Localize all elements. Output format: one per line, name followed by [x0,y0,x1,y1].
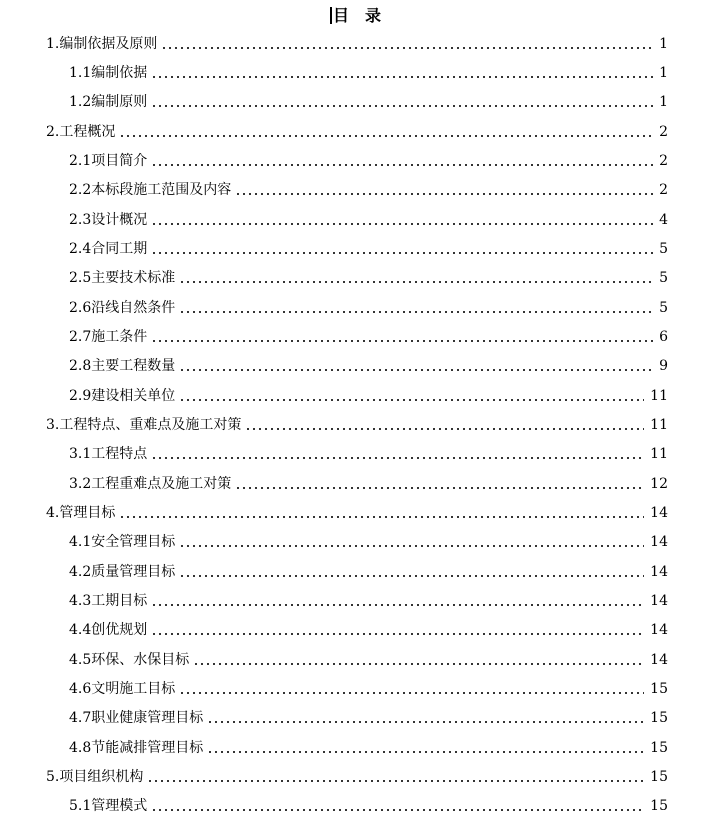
toc-entry[interactable] [0,29,711,58]
toc-entry[interactable] [0,146,711,175]
toc-dot-leader [179,299,653,317]
toc-entry-page-number: 1 [659,94,668,111]
toc-entry-page-number: 2 [659,182,668,199]
toc-title-text: 目 录 [332,6,381,25]
toc-entry-page-number: 14 [650,651,668,668]
toc-entry[interactable] [0,352,711,381]
toc-entry-label: 2.工程概况 [46,123,116,140]
toc-dot-leader [151,93,653,111]
toc-entry-label: 4.管理目标 [46,504,116,521]
toc-dot-leader [179,680,644,698]
toc-entry[interactable] [0,117,711,146]
toc-entry-label: 5.1管理模式 [69,798,148,815]
toc-entry-label: 2.6沿线自然条件 [69,299,176,316]
toc-entry-label: 2.7施工条件 [69,328,148,345]
toc-entry[interactable] [0,616,711,645]
toc-entry-label: 4.7职业健康管理目标 [69,710,204,727]
text-cursor [330,7,332,24]
toc-entry-page-number: 1 [659,64,668,81]
toc-entry[interactable] [0,498,711,527]
toc-dot-leader [151,592,644,610]
toc-entry-page-number: 9 [659,358,668,375]
toc-entry-label: 1.2编制原则 [69,94,148,111]
toc-dot-leader [179,563,644,581]
toc-entry[interactable] [0,645,711,674]
toc-entry[interactable] [0,557,711,586]
toc-entry-label: 4.8节能减排管理目标 [69,739,204,756]
toc-entry[interactable] [0,469,711,498]
toc-entry-page-number: 5 [659,299,668,316]
toc-entry-page-number: 14 [650,592,668,609]
toc-entry[interactable] [0,440,711,469]
toc-title [0,4,711,28]
toc-dot-leader [161,35,653,53]
toc-dot-leader [207,739,644,757]
toc-entry-page-number: 5 [659,240,668,257]
toc-dot-leader [179,269,653,287]
toc-entry[interactable] [0,381,711,410]
toc-entry[interactable] [0,528,711,557]
toc-entry[interactable] [0,205,711,234]
toc-dot-leader [235,475,644,493]
toc-entry[interactable] [0,733,711,762]
toc-dot-leader [119,504,644,522]
toc-dot-leader [245,416,644,434]
toc-dot-leader [151,445,644,463]
toc-entry-page-number: 14 [650,504,668,521]
toc-entry-label: 3.1工程特点 [69,446,148,463]
toc-entry-page-number: 2 [659,152,668,169]
toc-entry[interactable] [0,88,711,117]
toc-dot-leader [179,533,644,551]
toc-entry-label: 4.5环保、水保目标 [69,651,190,668]
toc-entry-page-number: 2 [659,123,668,140]
toc-dot-leader [151,152,653,170]
toc-entry-label: 1.编制依据及原则 [46,35,158,52]
toc-entry[interactable] [0,674,711,703]
toc-entry-label: 2.3设计概况 [69,211,148,228]
toc-entry-page-number: 14 [650,622,668,639]
toc-entry-page-number: 15 [650,739,668,756]
toc-entry-page-number: 1 [659,35,668,52]
toc-entry-label: 2.8主要工程数量 [69,358,176,375]
toc-entry[interactable] [0,586,711,615]
toc-dot-leader [151,621,644,639]
toc-entry[interactable] [0,792,711,821]
toc-dot-leader [151,240,653,258]
toc-entry-label: 4.4创优规划 [69,622,148,639]
toc-entry-page-number: 14 [650,534,668,551]
toc-entry-label: 2.2本标段施工范围及内容 [69,182,232,199]
toc-list [0,29,711,821]
toc-entry[interactable] [0,762,711,791]
toc-dot-leader [119,123,653,141]
toc-entry-page-number: 11 [650,387,668,404]
toc-entry-label: 4.2质量管理目标 [69,563,176,580]
toc-entry-page-number: 15 [650,710,668,727]
toc-entry-page-number: 15 [650,680,668,697]
toc-entry-label: 3.工程特点、重难点及施工对策 [46,416,242,433]
toc-dot-leader [207,709,644,727]
toc-entry-page-number: 4 [659,211,668,228]
toc-dot-leader [151,211,653,229]
toc-entry-page-number: 11 [650,416,668,433]
toc-entry[interactable] [0,410,711,439]
toc-dot-leader [179,387,644,405]
toc-entry-page-number: 14 [650,563,668,580]
toc-dot-leader [193,651,644,669]
toc-dot-leader [147,768,644,786]
toc-entry-label: 2.5主要技术标准 [69,270,176,287]
toc-dot-leader [235,181,653,199]
toc-entry[interactable] [0,293,711,322]
toc-entry-page-number: 12 [650,475,668,492]
toc-entry-page-number: 11 [650,446,668,463]
toc-entry-page-number: 15 [650,768,668,785]
toc-entry-label: 4.6文明施工目标 [69,680,176,697]
toc-entry-label: 4.1安全管理目标 [69,534,176,551]
toc-dot-leader [151,64,653,82]
toc-entry[interactable] [0,322,711,351]
toc-entry[interactable] [0,264,711,293]
toc-entry-label: 5.项目组织机构 [46,768,144,785]
toc-entry-label: 3.2工程重难点及施工对策 [69,475,232,492]
toc-dot-leader [179,357,653,375]
toc-entry-page-number: 15 [650,798,668,815]
toc-entry-label: 4.3工期目标 [69,592,148,609]
toc-entry-label: 2.1项目简介 [69,152,148,169]
toc-entry-label: 2.4合同工期 [69,240,148,257]
toc-entry[interactable] [0,58,711,87]
toc-dot-leader [151,797,644,815]
toc-dot-leader [151,328,653,346]
toc-entry[interactable] [0,704,711,733]
toc-entry[interactable] [0,176,711,205]
toc-entry-label: 1.1编制依据 [69,64,148,81]
toc-entry-page-number: 6 [659,328,668,345]
toc-entry-label: 2.9建设相关单位 [69,387,176,404]
toc-entry-page-number: 5 [659,270,668,287]
toc-entry[interactable] [0,234,711,263]
